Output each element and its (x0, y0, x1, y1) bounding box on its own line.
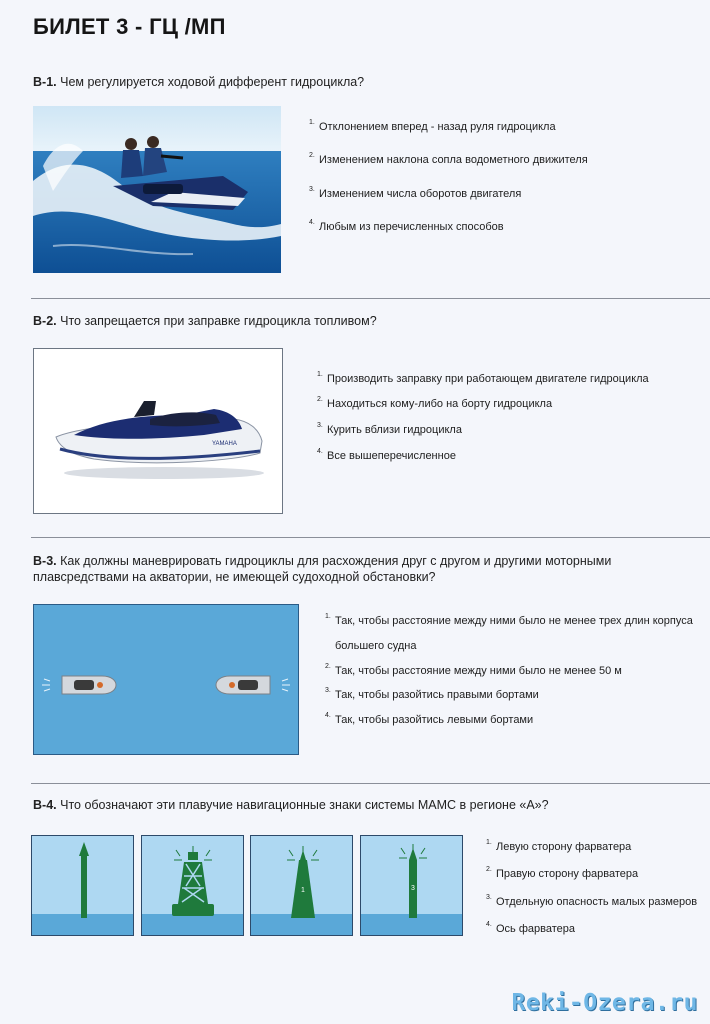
answer-option-2[interactable]: 2. Правую сторону фарватера (486, 866, 639, 880)
question-number: В-2. (33, 314, 57, 328)
answer-option-1[interactable]: 1. Так, чтобы расстояние между ними было не менее трех длин корпуса (325, 613, 693, 627)
answer-option-4[interactable]: 4. Любым из перечисленных способов (309, 219, 504, 233)
answer-option-3[interactable]: 3. Так, чтобы разойтись правыми бортами (325, 687, 539, 701)
question-3 (33, 553, 611, 585)
question-number: В-1. (33, 75, 57, 89)
svg-text:YAMAHA: YAMAHA (212, 441, 237, 447)
jetski-photo (33, 348, 283, 514)
buoy-image-pillar (141, 835, 244, 936)
divider (31, 537, 710, 538)
watermark: Reki-Ozera.ru (511, 990, 698, 1016)
buoy-number-label: 3 (411, 885, 415, 892)
answer-option-2[interactable]: 2. Так, чтобы расстояние между ними было не менее 50 м (325, 663, 622, 677)
answer-option-3[interactable]: 3. Изменением числа оборотов двигателя (309, 186, 522, 200)
question-text-line-1: Как должны маневрировать гидроциклы для расхождения друг с другом и другими моторными (60, 554, 612, 568)
answer-option-2[interactable]: 2. Изменением наклона сопла водометного движителя (309, 152, 588, 166)
question-number: В-3. (33, 554, 57, 568)
jetski-riders-photo (33, 106, 281, 273)
answer-option-4[interactable]: 4. Ось фарватера (486, 921, 575, 935)
buoy-image-number-1 (250, 835, 353, 936)
question-2 (33, 313, 377, 329)
answer-option-4[interactable]: 4. Так, чтобы разойтись левыми бортами (325, 712, 534, 726)
question-1 (33, 74, 364, 90)
question-4 (33, 797, 549, 813)
answer-option-3[interactable]: 3. Курить вблизи гидроцикла (317, 422, 462, 436)
jetski-top-view-right (216, 676, 290, 694)
answer-option-4[interactable]: 4. Все вышеперечисленное (317, 448, 456, 462)
answer-option-1[interactable]: 1. Отклонением вперед - назад руля гидроцикла (309, 119, 556, 133)
question-text: Чем регулируется ходовой дифферент гидроцикла? (60, 75, 365, 89)
question-text-line-2: плавсредствами на акватории, не имеющей судоходной обстановки? (33, 570, 436, 584)
jetski-top-view-left (42, 676, 116, 694)
buoy-image-spar (31, 835, 134, 936)
question-text: Что запрещается при заправке гидроцикла топливом? (60, 314, 377, 328)
answer-option-1[interactable]: 1. Производить заправку при работающем двигателе гидроцикла (317, 371, 649, 385)
divider (31, 783, 710, 784)
page-title: БИЛЕТ 3 - ГЦ /МП (33, 14, 226, 39)
answer-option-3[interactable]: 3. Отдельную опасность малых размеров (486, 894, 698, 908)
buoy-image-number-3 (360, 835, 463, 936)
answer-option-1[interactable]: 1. Левую сторону фарватера (486, 839, 632, 853)
answer-option-2[interactable]: 2. Находиться кому-либо на борту гидроцикла (317, 396, 553, 410)
answer-option-1-continued: большего судна (335, 640, 417, 652)
question-text: Что обозначают эти плавучие навигационные знаки системы МАМС в регионе «А»? (60, 798, 549, 812)
question-number: В-4. (33, 798, 57, 812)
buoy-number-label: 1 (301, 887, 305, 894)
divider (31, 298, 710, 299)
water-diagram (33, 604, 299, 755)
